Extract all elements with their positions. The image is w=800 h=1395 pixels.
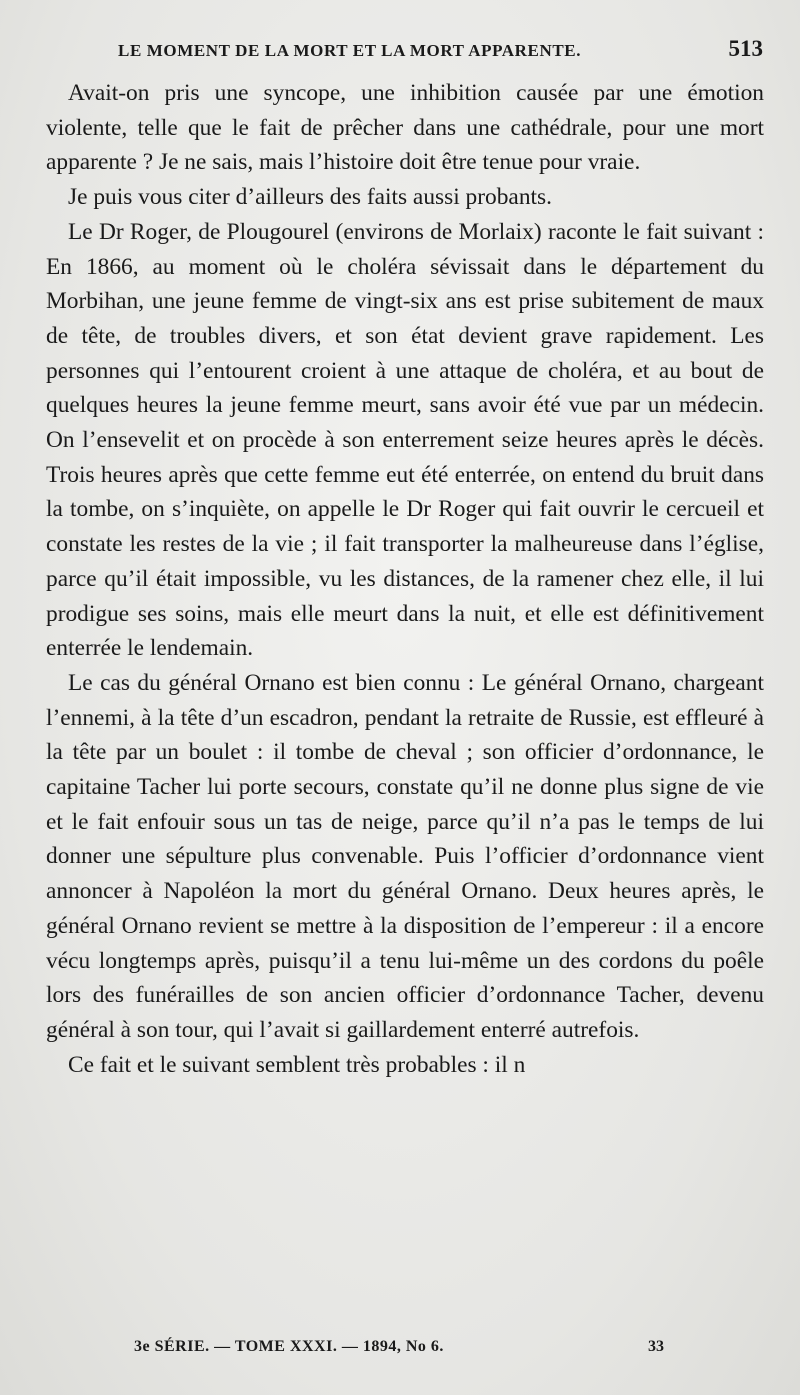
running-head (118, 36, 763, 66)
running-head-title: LE MOMENT DE LA MORT ET LA MORT APPARENTE. (118, 41, 582, 60)
footer-signature-mark: 33 (648, 1338, 664, 1355)
footer-series-info: 3e SÉRIE. — TOME XXXI. — 1894, No 6. (134, 1338, 444, 1355)
paragraph-continuation: Ce fait et le suivant semblent très probables : il n (68, 1051, 526, 1078)
paragraph-probants: Je puis vous citer d’ailleurs des faits aussi probants. (68, 184, 552, 211)
paragraph-general-ornano: Le cas du général Ornano est bien connu : Le général Ornano, chargeant l’ennemi, à la tête d’un escadron, pendant la retraite de Russie, est effleuré à la tête par un boulet : il tombe de cheval ; son officier d’ordonnance, le capitaine Tacher lui porte secours, constate qu’il ne donne plus signe de vie et le fait enfouir sous un tas de neige, parce qu’il n’a pas le temps de lui donner une sépulture plus convenable. Puis l’officier d’ordonnance vient annoncer à Napoléon la mort du général Ornano. Deux heures après, le général Ornano revient se mettre à la disposition de l’empereur : il a encore vécu longtemps après, puisqu’il a tenu lui-même un des cordons du poêle lors des funérailles de son ancien officier d’ordonnance Tacher, devenu général à son tour, qui l’avait si gaillardement enterré autrefois. (46, 669, 764, 1043)
page-number: 513 (728, 36, 763, 61)
paragraph-dr-roger: Le Dr Roger, de Plougourel (environs de Morlaix) raconte le fait suivant : En 1866, au moment où le choléra sévissait dans le département du Morbihan, une jeune femme de vingt-six ans est prise subitement de maux de tête, de troubles divers, et son état devient grave rapidement. Les personnes qui l’entourent croient à une attaque de choléra, et au bout de quelques heures la jeune femme meurt, sans avoir été vue par un médecin. On l’ensevelit et on procède à son enterrement seize heures après le décès. Trois heures après que cette femme eut été enterrée, on entend du bruit dans la tombe, on s’inquiète, on appelle le Dr Roger qui fait ouvrir le cercueil et constate les restes de la vie ; il fait transporter la malheureuse dans l’église, parce qu’il était impossible, vu les distances, de la ramener chez elle, il lui prodigue ses soins, mais elle meurt dans la nuit, et elle est définitivement enterrée le lendemain. (46, 218, 764, 662)
paragraph-syncope: Avait-on pris une syncope, une inhibition causée par une émotion violente, telle que le fait de prêcher dans une cathédrale, pour une mort apparente ? Je ne sais, mais l’histoire doit être tenue pour vraie. (46, 80, 764, 176)
page-footer (134, 1338, 664, 1362)
body-text (46, 76, 764, 1082)
